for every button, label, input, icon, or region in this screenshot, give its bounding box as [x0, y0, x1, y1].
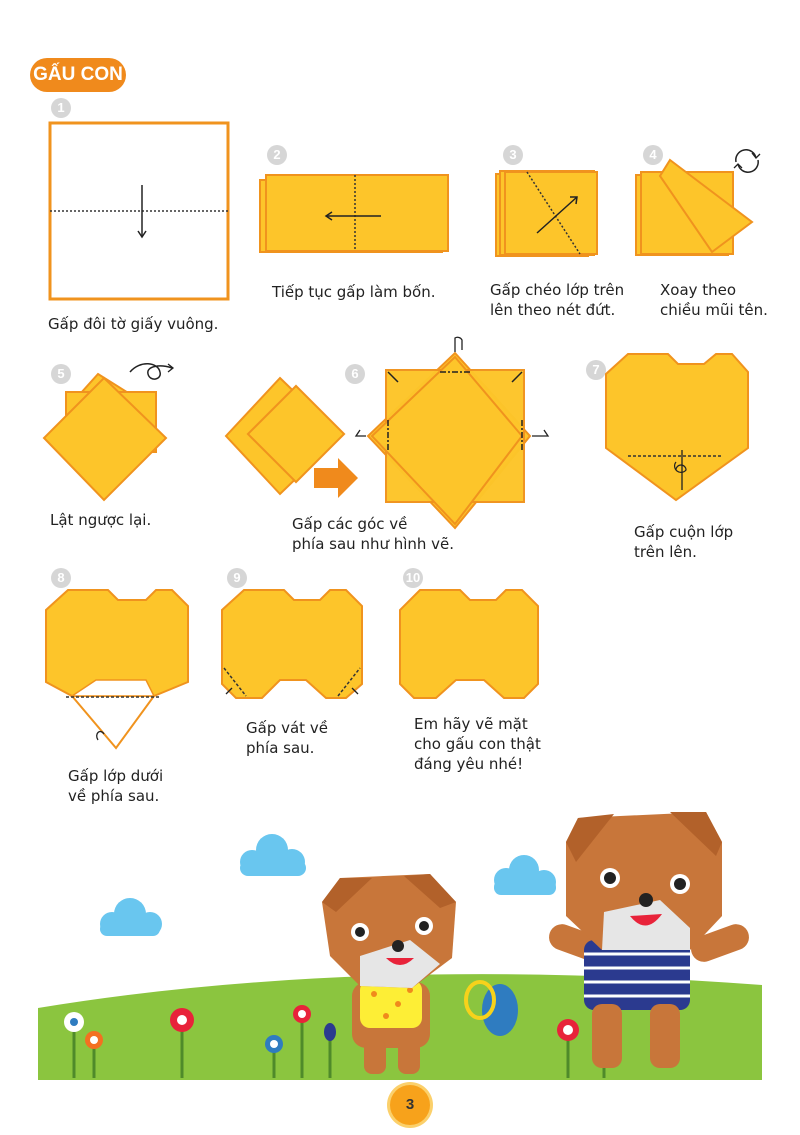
step-6-caption: Gấp các góc về phía sau như hình vẽ.	[292, 515, 455, 553]
step-9-number: 9	[227, 568, 247, 588]
step-3-caption: Gấp chéo lớp trên lên theo nét đứt.	[490, 281, 625, 319]
step-1-number: 1	[51, 98, 71, 118]
step-4-number: 4	[643, 145, 663, 165]
cloud-left	[100, 898, 162, 936]
section-title: GẤU CON	[30, 58, 126, 92]
meadow-illustration	[0, 0, 1, 1]
page-number: 3	[390, 1085, 430, 1125]
step-2-number: 2	[267, 145, 287, 165]
step-5-number: 5	[51, 364, 71, 384]
step-10-caption: Em hãy vẽ mặt cho gấu con thật đáng yêu nhé!	[414, 715, 541, 773]
step-1-caption: Gấp đôi tờ giấy vuông.	[48, 315, 219, 333]
step-9-caption: Gấp vát về phía sau.	[246, 719, 328, 757]
step-8-caption: Gấp lớp dưới về phía sau.	[68, 767, 164, 805]
step-10-number: 10	[403, 568, 423, 588]
step-7-caption: Gấp cuộn lớp trên lên.	[634, 523, 734, 561]
cloud-middle	[240, 834, 306, 876]
step-6-number: 6	[345, 364, 365, 384]
step-8-number: 8	[51, 568, 71, 588]
step-7-number: 7	[586, 360, 606, 380]
step-3-number: 3	[503, 145, 523, 165]
step-2-caption: Tiếp tục gấp làm bốn.	[272, 283, 436, 301]
step-4-caption: Xoay theo chiều mũi tên.	[660, 281, 768, 319]
cloud-right	[494, 855, 556, 895]
step-5-caption: Lật ngược lại.	[50, 511, 152, 529]
